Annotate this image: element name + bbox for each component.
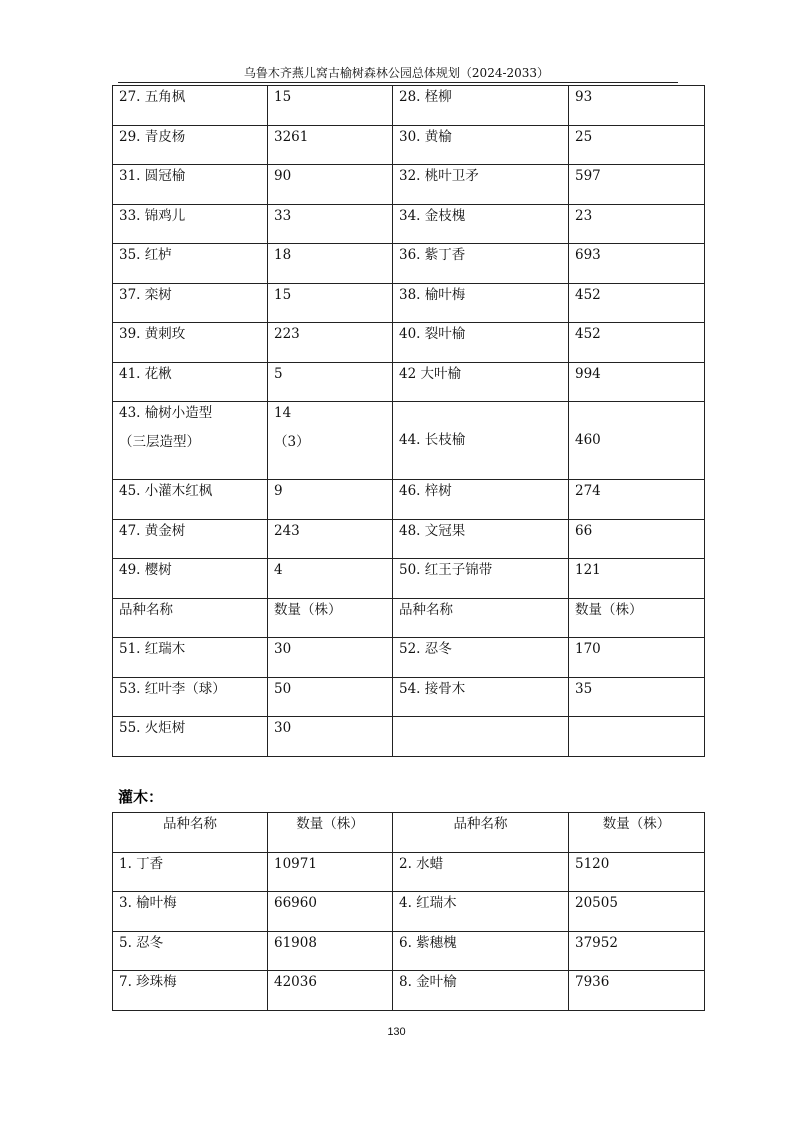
quantity: 66 — [569, 519, 705, 559]
quantity: 30 — [268, 638, 393, 678]
species-name — [113, 402, 268, 480]
species-name: 36. 紫丁香 — [393, 244, 569, 284]
species-name-empty — [393, 717, 569, 757]
species-name: 39. 黄刺玫 — [113, 323, 268, 363]
quantity: 5 — [268, 362, 393, 402]
quantity: 223 — [268, 323, 393, 363]
column-header-name: 品种名称 — [393, 598, 569, 638]
quantity: 15 — [268, 283, 393, 323]
species-name: 50. 红王子锦带 — [393, 559, 569, 599]
species-name: 44. 长枝榆 — [393, 402, 569, 480]
table-row — [113, 283, 705, 323]
column-header-quantity: 数量（株） — [268, 598, 393, 638]
table-subheader-row — [113, 598, 705, 638]
species-name: 4. 红瑞木 — [393, 892, 569, 932]
species-name: 53. 红叶李（球） — [113, 677, 268, 717]
species-name: 49. 樱树 — [113, 559, 268, 599]
quantity: 25 — [569, 125, 705, 165]
table-row — [113, 86, 705, 126]
species-name: 42 大叶榆 — [393, 362, 569, 402]
quantity: 121 — [569, 559, 705, 599]
species-name: 2. 水蜡 — [393, 852, 569, 892]
quantity: 460 — [569, 402, 705, 480]
column-header-quantity: 数量（株） — [569, 813, 705, 853]
trees-table — [112, 85, 705, 757]
running-header: 乌鲁木齐燕儿窝古榆树森林公园总体规划（2024-2033） — [243, 66, 550, 80]
quantity: 15 — [268, 86, 393, 126]
column-header-quantity: 数量（株） — [268, 813, 393, 853]
quantity: 37952 — [569, 931, 705, 971]
quantity: 7936 — [569, 971, 705, 1011]
species-name: 3. 榆叶梅 — [113, 892, 268, 932]
quantity: 9 — [268, 480, 393, 520]
quantity: 23 — [569, 204, 705, 244]
species-name: 33. 锦鸡儿 — [113, 204, 268, 244]
quantity: 693 — [569, 244, 705, 284]
quantity-line2: （3） — [274, 434, 310, 451]
table-row — [113, 480, 705, 520]
species-name: 29. 青皮杨 — [113, 125, 268, 165]
quantity: 10971 — [268, 852, 393, 892]
page-number: 130 — [387, 1026, 406, 1038]
table-row — [113, 519, 705, 559]
species-name: 38. 榆叶梅 — [393, 283, 569, 323]
species-name: 51. 红瑞木 — [113, 638, 268, 678]
quantity: 30 — [268, 717, 393, 757]
quantity: 3261 — [268, 125, 393, 165]
quantity: 5120 — [569, 852, 705, 892]
shrubs-table — [112, 812, 705, 1011]
header-rule — [118, 82, 678, 83]
quantity: 274 — [569, 480, 705, 520]
quantity: 20505 — [569, 892, 705, 932]
table-header-row — [113, 813, 705, 853]
table-row — [113, 244, 705, 284]
column-header-name: 品种名称 — [113, 813, 268, 853]
quantity: 42036 — [268, 971, 393, 1011]
table-row-two-line — [113, 402, 705, 480]
table-row — [113, 204, 705, 244]
species-name: 28. 柽柳 — [393, 86, 569, 126]
table-row — [113, 559, 705, 599]
species-name: 30. 黄榆 — [393, 125, 569, 165]
quantity: 90 — [268, 165, 393, 205]
section-title-shrubs: 灌木： — [118, 788, 164, 806]
species-name: 6. 紫穗槐 — [393, 931, 569, 971]
table-row — [113, 125, 705, 165]
species-name: 27. 五角枫 — [113, 86, 268, 126]
column-header-quantity: 数量（株） — [569, 598, 705, 638]
table-row — [113, 638, 705, 678]
species-name: 35. 红栌 — [113, 244, 268, 284]
species-name: 32. 桃叶卫矛 — [393, 165, 569, 205]
species-name: 40. 裂叶榆 — [393, 323, 569, 363]
quantity: 597 — [569, 165, 705, 205]
quantity — [268, 402, 393, 480]
species-name: 37. 栾树 — [113, 283, 268, 323]
quantity: 994 — [569, 362, 705, 402]
species-name: 41. 花楸 — [113, 362, 268, 402]
species-name: 52. 忍冬 — [393, 638, 569, 678]
species-name: 34. 金枝槐 — [393, 204, 569, 244]
species-name: 47. 黄金树 — [113, 519, 268, 559]
species-name: 7. 珍珠梅 — [113, 971, 268, 1011]
species-name-line2: （三层造型） — [119, 434, 200, 451]
species-name: 5. 忍冬 — [113, 931, 268, 971]
table-row — [113, 323, 705, 363]
quantity-empty — [569, 717, 705, 757]
quantity: 66960 — [268, 892, 393, 932]
quantity: 93 — [569, 86, 705, 126]
quantity: 170 — [569, 638, 705, 678]
column-header-name: 品种名称 — [113, 598, 268, 638]
table-row — [113, 717, 705, 757]
table-row — [113, 892, 705, 932]
species-name: 45. 小灌木红枫 — [113, 480, 268, 520]
quantity: 243 — [268, 519, 393, 559]
quantity: 452 — [569, 283, 705, 323]
species-name: 8. 金叶榆 — [393, 971, 569, 1011]
table-row — [113, 852, 705, 892]
species-name: 55. 火炬树 — [113, 717, 268, 757]
quantity: 18 — [268, 244, 393, 284]
quantity: 35 — [569, 677, 705, 717]
quantity-line1: 14 — [274, 405, 292, 421]
quantity: 4 — [268, 559, 393, 599]
table-row — [113, 677, 705, 717]
table-row — [113, 362, 705, 402]
table-row — [113, 165, 705, 205]
quantity: 33 — [268, 204, 393, 244]
species-name: 1. 丁香 — [113, 852, 268, 892]
table-row — [113, 971, 705, 1011]
quantity: 61908 — [268, 931, 393, 971]
table-row — [113, 931, 705, 971]
quantity: 452 — [569, 323, 705, 363]
quantity: 50 — [268, 677, 393, 717]
species-name: 48. 文冠果 — [393, 519, 569, 559]
species-name: 54. 接骨木 — [393, 677, 569, 717]
column-header-name: 品种名称 — [393, 813, 569, 853]
species-name-line1: 43. 榆树小造型 — [119, 405, 213, 421]
species-name: 31. 圆冠榆 — [113, 165, 268, 205]
species-name: 46. 梓树 — [393, 480, 569, 520]
